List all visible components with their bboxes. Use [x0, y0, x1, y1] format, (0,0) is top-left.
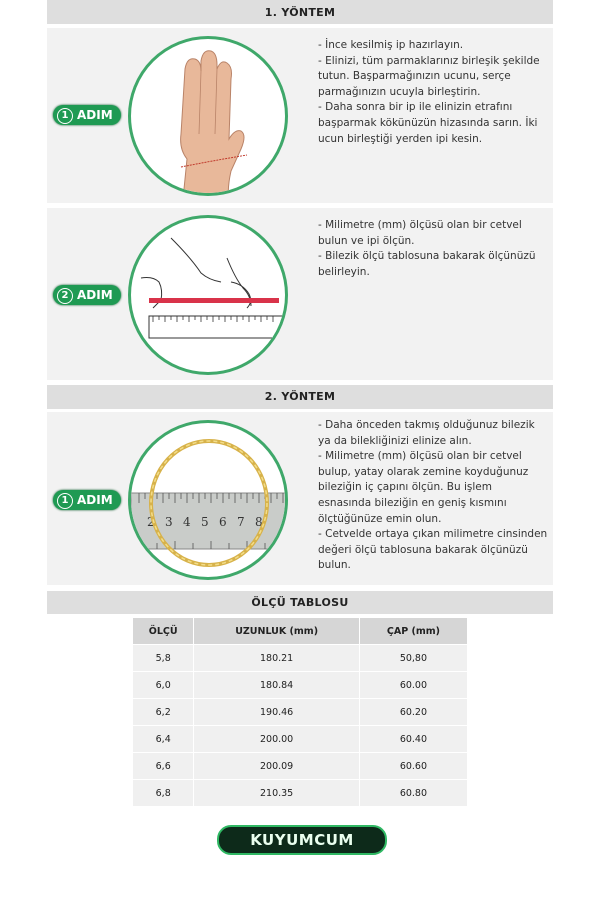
- table-row: [133, 753, 468, 780]
- ruler-number: 2: [147, 515, 155, 529]
- table-cell: 6,0: [133, 672, 194, 699]
- step-label: ADIM: [77, 288, 113, 302]
- hand-illustration: [128, 36, 288, 196]
- table-row: [133, 780, 468, 807]
- instruction-line: - İnce kesilmiş ip hazırlayın.: [318, 39, 464, 51]
- method-1-step-2-text: [318, 218, 548, 280]
- table-header-row: [133, 618, 468, 645]
- method-2-step-1-badge: [53, 490, 121, 510]
- method-2-title: 2. YÖNTEM: [264, 390, 336, 403]
- instruction-line: - Bilezik ölçü tablosuna bakarak ölçünüzü belirleyin.: [318, 250, 536, 278]
- size-table-title: ÖLÇÜ TABLOSU: [251, 596, 349, 609]
- method-2-header: [47, 385, 553, 409]
- instruction-line: - Elinizi, tüm parmaklarınız birleşik şekilde tutun. Başparmağınızın ucunu, serçe parmağınızın ucuyla birleştirin.: [318, 54, 540, 98]
- ruler-number: 7: [237, 515, 245, 529]
- table-cell: 200.00: [194, 726, 360, 753]
- table-cell: 6,6: [133, 753, 194, 780]
- method-1-title: 1. YÖNTEM: [264, 6, 336, 19]
- size-table: [132, 617, 468, 807]
- table-cell: 60.80: [359, 780, 467, 807]
- step-number: 1: [57, 493, 73, 509]
- table-cell: 190.46: [194, 699, 360, 726]
- method-1-header: [47, 0, 553, 24]
- instruction-line: - Daha önceden takmış olduğunuz bilezik ya da bilekliğinizi elinize alın.: [318, 419, 535, 447]
- bracelet-ruler-icon: [131, 423, 288, 580]
- step-number: 1: [57, 108, 73, 124]
- table-row: [133, 672, 468, 699]
- ruler-number: 8: [255, 515, 263, 529]
- method-1-step-1-badge: [53, 105, 121, 125]
- table-cell: 60.60: [359, 753, 467, 780]
- method-1-step-2-badge: [53, 285, 121, 305]
- table-cell: 180.84: [194, 672, 360, 699]
- table-cell: 200.09: [194, 753, 360, 780]
- ruler-number: 3: [165, 515, 173, 529]
- brand-name: KUYUMCUM: [250, 831, 354, 849]
- ruler-number: 5: [201, 515, 209, 529]
- ruler-string-illustration: [128, 215, 288, 375]
- table-cell: 6,4: [133, 726, 194, 753]
- table-row: [133, 645, 468, 672]
- table-cell: 5,8: [133, 645, 194, 672]
- instruction-line: - Daha sonra bir ip ile elinizin etrafını başparmak kökünüzün hizasında sarın. İki ucun birleştiği yerden ipi kesin.: [318, 101, 538, 145]
- column-header: ÖLÇÜ: [133, 618, 194, 645]
- table-cell: 60.20: [359, 699, 467, 726]
- table-row: [133, 699, 468, 726]
- instruction-line: - Milimetre (mm) ölçüsü olan bir cetvel bulun ve ipi ölçün.: [318, 219, 522, 247]
- ruler-icon: [131, 218, 288, 375]
- instruction-line: - Cetvelde ortaya çıkan milimetre cinsinden değeri ölçü tablosuna bakarak ölçünüzü bulun.: [318, 528, 548, 572]
- table-cell: 210.35: [194, 780, 360, 807]
- brand-logo-button[interactable]: [217, 825, 387, 855]
- step-label: ADIM: [77, 493, 113, 507]
- table-cell: 180.21: [194, 645, 360, 672]
- method-1-step-1-text: [318, 38, 548, 147]
- column-header: UZUNLUK (mm): [194, 618, 360, 645]
- step-number: 2: [57, 288, 73, 304]
- table-cell: 6,2: [133, 699, 194, 726]
- table-cell: 6,8: [133, 780, 194, 807]
- table-row: [133, 726, 468, 753]
- column-header: ÇAP (mm): [359, 618, 467, 645]
- hand-icon: [131, 39, 288, 196]
- method-2-step-1-text: [318, 418, 548, 574]
- table-cell: 60.40: [359, 726, 467, 753]
- instruction-line: - Milimetre (mm) ölçüsü olan bir cetvel bulup, yatay olarak zemine koyduğunuz bileziğin iç çapını ölçün. Bu işlem esnasında bileziğin en geniş kısmını ölçtüğünüze emin olun.: [318, 450, 529, 525]
- ruler-number: 4: [183, 515, 191, 529]
- table-cell: 50,80: [359, 645, 467, 672]
- step-label: ADIM: [77, 108, 113, 122]
- ruler-number: 6: [219, 515, 227, 529]
- size-table-header: [47, 591, 553, 614]
- table-cell: 60.00: [359, 672, 467, 699]
- bracelet-illustration: [128, 420, 288, 580]
